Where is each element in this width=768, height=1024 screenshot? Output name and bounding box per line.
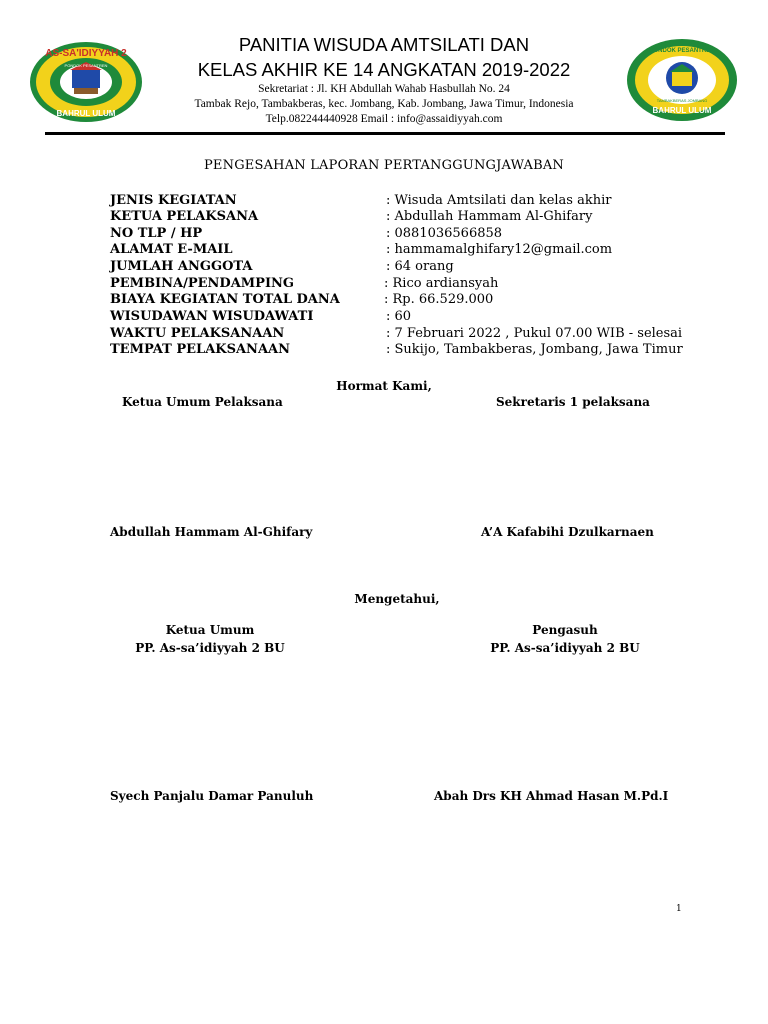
field-value: : hammamalghifary12@gmail.com (386, 242, 613, 257)
field-label: JENIS KEGIATAN (110, 193, 237, 208)
right2-signer-role-line1: Pengasuh (532, 623, 598, 637)
header-title-line1: PANITIA WISUDA AMTSILATI DAN (238, 34, 530, 55)
field-label: NO TLP / HP (110, 226, 203, 241)
greeting: Hormat Kami, (336, 379, 432, 393)
right2-signer-name: Abah Drs KH Ahmad Hasan M.Pd.I (434, 789, 669, 803)
right-signer-name: A’A Kafabihi Dzulkarnaen (481, 525, 654, 539)
header-address-line2: Tambak Rejo, Tambakberas, kec. Jombang, Kab. Jombang, Jawa Timur, Indonesia (194, 98, 574, 110)
field-label: JUMLAH ANGGOTA (110, 259, 253, 274)
header-contact-line: Telp.082244440928 Email : info@assaidiyyah.com (265, 113, 503, 125)
field-value: : Wisuda Amtsilati dan kelas akhir (386, 193, 612, 208)
left-logo (28, 40, 144, 124)
field-value: : 7 Februari 2022 , Pukul 07.00 WIB - selesai (386, 326, 683, 341)
field-value: : 0881036566858 (386, 226, 503, 241)
right2-signer-role-line2: PP. As-sa’idiyyah 2 BU (490, 641, 640, 655)
field-value: : 64 orang (386, 259, 454, 274)
left-logo-bottom-text: BAHRUL ULUM (56, 109, 116, 118)
left2-signer-name: Syech Panjalu Damar Panuluh (110, 789, 314, 803)
acknowledge-label: Mengetahui, (354, 592, 440, 606)
left-signer-name: Abdullah Hammam Al-Ghifary (110, 525, 313, 539)
header-title-line2: KELAS AKHIR KE 14 ANGKATAN 2019-2022 (197, 59, 571, 80)
field-label: ALAMAT E-MAIL (110, 242, 233, 257)
header-address-line1: Sekretariat : Jl. KH Abdullah Wahab Hasbullah No. 24 (258, 83, 510, 95)
field-value: : Rico ardiansyah (384, 276, 499, 291)
left2-signer-role-line1: Ketua Umum (165, 623, 255, 637)
field-label: TEMPAT PELAKSANAAN (110, 342, 291, 357)
document-title: PENGESAHAN LAPORAN PERTANGGUNGJAWABAN (203, 158, 565, 173)
field-label: WAKTU PELAKSANAAN (110, 326, 285, 341)
left-logo-inner-text: PONDOK PESANTREN (64, 63, 108, 68)
right-logo-bottom-text: BAHRUL ULUM (652, 106, 712, 115)
field-label: KETUA PELAKSANA (110, 209, 259, 224)
page-number: 1 (676, 904, 682, 914)
field-label: PEMBINA/PENDAMPING (110, 276, 295, 291)
field-label: WISUDAWAN WISUDAWATI (110, 309, 314, 324)
right-logo-top-text: PONDOK PESANTREN (649, 48, 715, 54)
field-value: : Sukijo, Tambakberas, Jombang, Jawa Timur (386, 342, 683, 357)
right-signer-role: Sekretaris 1 pelaksana (496, 395, 650, 409)
field-label: BIAYA KEGIATAN TOTAL DANA (110, 292, 340, 307)
right-logo (624, 38, 740, 122)
left-signer-role: Ketua Umum Pelaksana (122, 395, 283, 409)
field-value: : Rp. 66.529.000 (384, 292, 494, 307)
left2-signer-role-line2: PP. As-sa’idiyyah 2 BU (135, 641, 285, 655)
field-value: : Abdullah Hammam Al-Ghifary (386, 209, 593, 224)
header-divider (45, 132, 725, 135)
right-logo-inner-text: TAMBAKBERAS JOMBANG (656, 98, 708, 103)
left-logo-top-text: AS-SA'IDIYYAH 2 (45, 48, 127, 59)
field-value: : 60 (386, 309, 412, 324)
